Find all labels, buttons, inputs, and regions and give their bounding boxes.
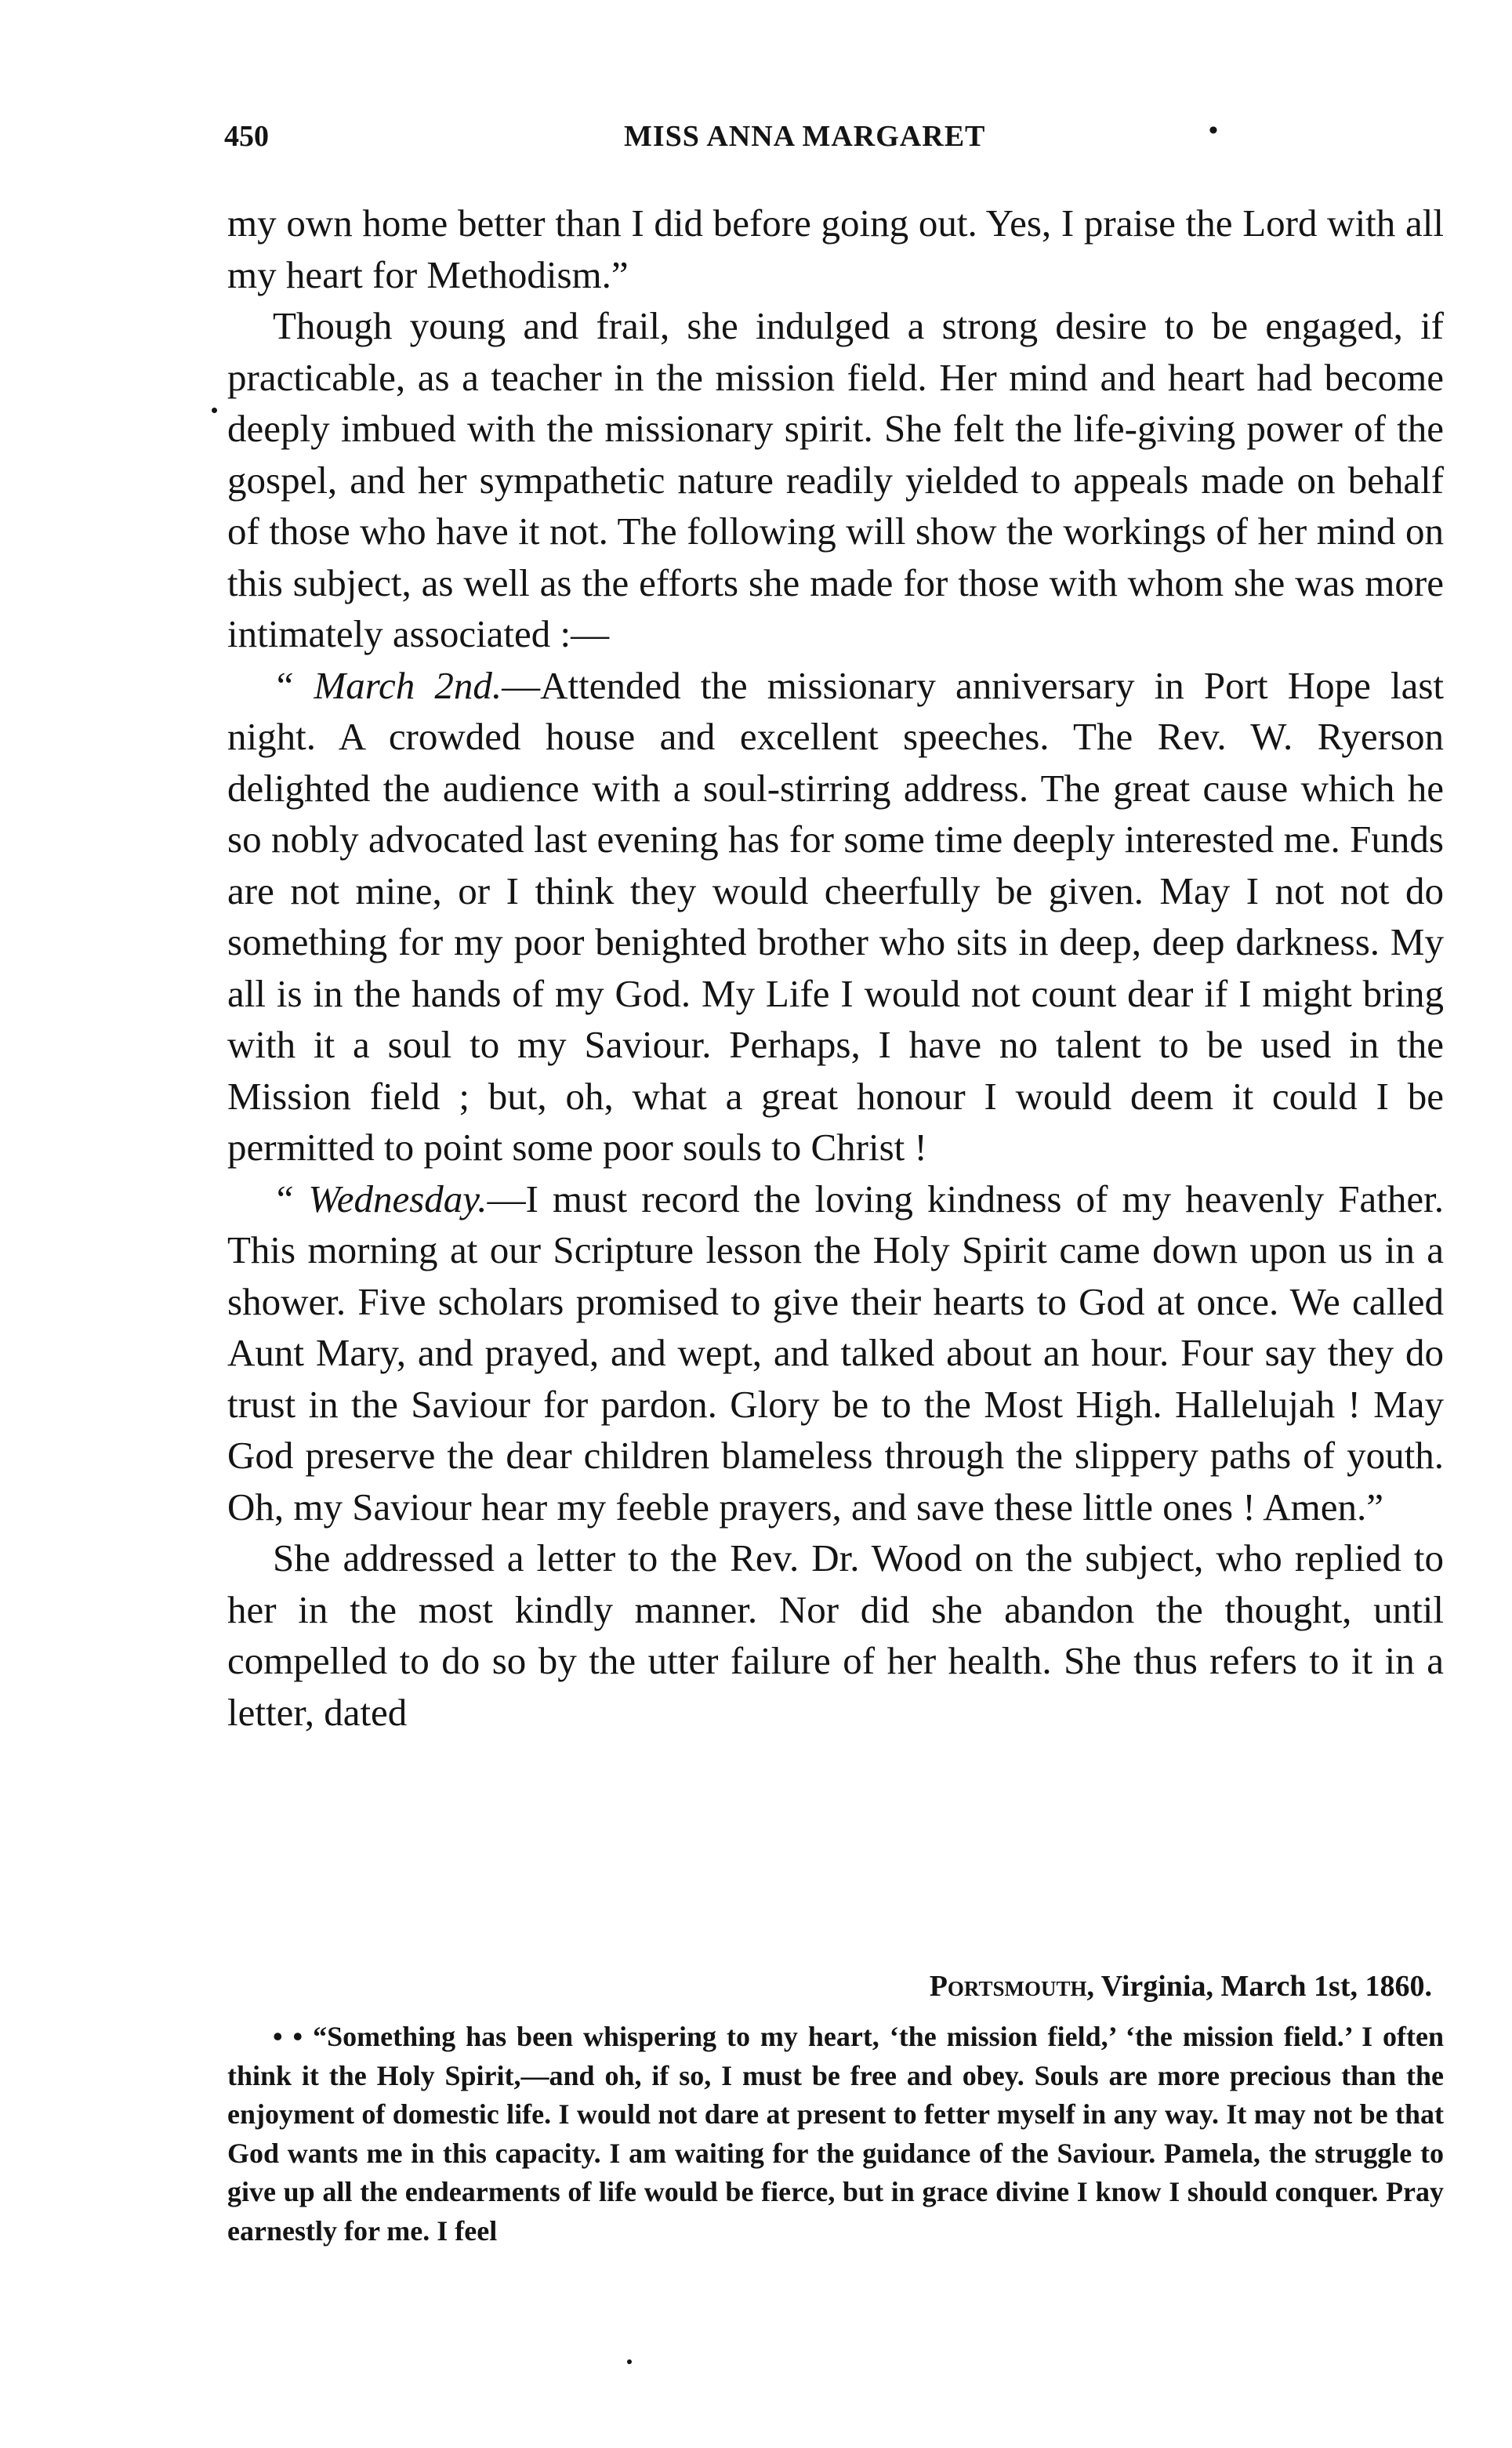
- letter-text: • • “Something has been whispering to my heart, ‘the mission field,’ ‘the mission field.’ I often think it the Holy Spirit,—and oh, if so, I must be free and obey. Souls are more precious than the enjoyment of domestic life. I would not dare at present to fetter myself in any way. It may not be that God wants me in this capacity. I am waiting for the guidance of the Saviour. Pamela, the struggle to give up all the endearments of life would be fierce, but in grace divine I know I should conquer. Pray earnestly for me. I feel: [227, 2021, 1444, 2247]
- letter-dateline: [930, 1969, 1432, 2004]
- paragraph-3: [227, 660, 1444, 1173]
- running-title: MISS ANNA MARGARET: [624, 120, 986, 153]
- page-number: 450: [224, 120, 269, 153]
- paragraph-4: [227, 1173, 1444, 1533]
- margin-mark: [212, 408, 217, 413]
- dateline-place: Portsmouth: [929, 1970, 1087, 2003]
- diary-entry-wednesday: —I must record the loving kindness of my heavenly Father. This morning at our Scripture lesson the Holy Spirit came down upon us in a shower. Five scholars promised to give their hearts to God at once. We called Aunt Mary, and prayed, and wept, and talked about an hour. Four say they do trust in the Saviour for pardon. Glory be to the Most High. Hallelujah ! May God preserve the dear children blameless through the slippery paths of youth. Oh, my Saviour hear my feeble prayers, and save these little ones ! Amen.”: [227, 1177, 1444, 1529]
- diary-date-march: “ March 2nd.: [273, 663, 502, 707]
- paragraph-2: Though young and frail, she indulged a strong desire to be engaged, if practicable, as a teacher in the mission field. Her mind and heart had become deeply imbued with the missionary spirit. She felt the life-giving power of the gospel, and her sympathetic nature readily yielded to appeals made on behalf of those who have it not. The following will show the workings of her mind on this subject, as well as the efforts she made for those with whom she was more intimately associated :—: [227, 304, 1444, 655]
- body-text: [227, 198, 1444, 1738]
- paragraph-1: my own home better than I did before going out. Yes, I praise the Lord with all my heart for Methodism.”: [227, 201, 1444, 296]
- diary-entry-march: —Attended the missionary anniversary in Port Hope last night. A crowded house and excellent speeches. The Rev. W. Ryerson delighted the audience with a soul-stirring address. The great cause which he so nobly advocated last evening has for some time deeply interested me. Funds are not mine, or I think they would cheerfully be given. May I not not do something for my poor benighted brother who sits in deep, deep darkness. My all is in the hands of my God. My Life I would not count dear if I might bring with it a soul to my Saviour. Perhaps, I have no talent to be used in the Mission field ; but, oh, what a great honour I would deem it could I be permitted to point some poor souls to Christ !: [227, 663, 1444, 1169]
- bottom-mark: [627, 2359, 632, 2364]
- letter-excerpt: [227, 2018, 1444, 2250]
- page-header: [224, 116, 1287, 163]
- diary-date-wednesday: “ Wednesday.: [273, 1177, 488, 1220]
- paragraph-5: She addressed a letter to the Rev. Dr. Wood on the subject, who replied to her in the most kindly manner. Nor did she abandon the thought, until compelled to do so by the utter failure of her health. She thus refers to it in a letter, dated: [227, 1536, 1444, 1734]
- header-ornament: •: [1209, 116, 1218, 145]
- dateline-rest: , Virginia, March 1st, 1860.: [1086, 1970, 1432, 2003]
